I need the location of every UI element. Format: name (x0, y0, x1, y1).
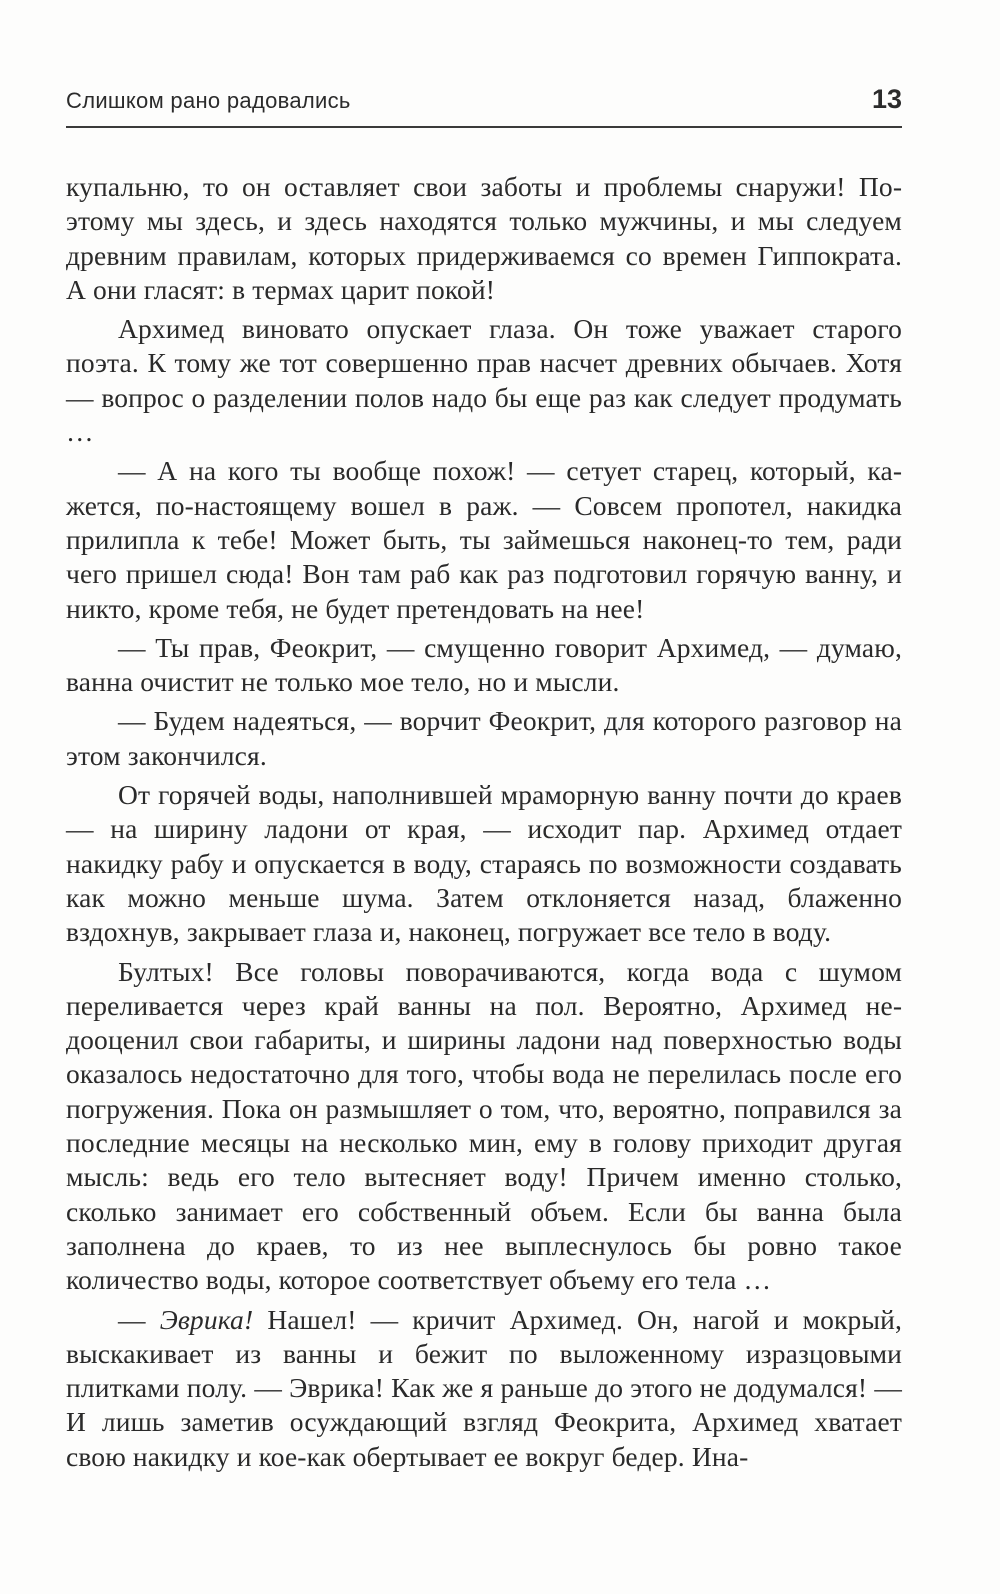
paragraph: Бултых! Все головы поворачиваются, когда вода с шумом переливается через край ванны на пол. Вероятно, Архимед недооценил свои габариты, и ширины ладони над поверхностью воды оказалось недостаточно для того, чтобы вода не перелилась после его погружения. Пока он размышляет о том, что, вероятно, поправился за последние месяцы на несколько мин, ему в голову приходит другая мысль: ведь его тело вытесняет воду! Причем именно столько, сколько занимает его собственный объем. Если бы ванна была заполнена до краев, то из нее выплеснулось бы ровно такое количество воды, которое соответствует объему его тела … (66, 955, 902, 1296)
dialogue-dash: — (118, 1303, 160, 1335)
paragraph: — А на кого ты вообще похож! — сетует старец, который, кажется, по-настоящему вошел в раж. — Совсем пропотел, накидка прилипла к тебе! Может быть, ты займешься наконец-то тем, ради чего пришел сюда! Вон там раб как раз подготовил горячую ванну, и никто, кроме тебя, не будет претендовать на нее! (66, 455, 902, 624)
paragraph (66, 1303, 902, 1474)
paragraph-text: Нашел! — кричит Архимед. Он, нагой и мокрый, выскакивает из ванны и бежит по выложенному изразцовыми плитками полу. — Эврика! Как же я раньше до этого не додумался! — И лишь заметив осуждающий взгляд Феокрита, Архимед хватает свою накидку и кое-как обертывает ее вокруг бедер. Ина- (66, 1303, 902, 1472)
paragraph: От горячей воды, наполнившей мраморную ванну почти до краев — на ширину ладони от края, — исходит пар. Архимед отдает накидку рабу и опускается в воду, стараясь по возможности создавать как можно меньше шума. Затем отклоняется назад, блаженно вздохнув, закрывает глаза и, наконец, погружает все тело в воду. (66, 779, 902, 948)
body-text (66, 170, 902, 1479)
paragraph: купальню, то он оставляет свои заботы и проблемы снаружи! Поэтому мы здесь, и здесь находятся только мужчины, и мы следуем древним правилам, которых придерживаемся со времен Гиппократа. А они гласят: в термах царит покой! (66, 171, 902, 305)
paragraph: — Ты прав, Феокрит, — смущенно говорит Архимед, — думаю, ванна очистит не только мое тело, но и мысли. (66, 631, 902, 698)
running-title: Слишком рано радовались (66, 88, 351, 113)
paragraph: Архимед виновато опускает глаза. Он тоже уважает старого поэта. К тому же тот совершенно прав насчет древних обычаев. Хотя — вопрос о разделении полов надо бы еще раз как следует продумать … (66, 313, 902, 448)
running-header (66, 86, 902, 128)
italic-exclamation: Эврика! (159, 1303, 254, 1335)
paragraph: — Будем надеяться, — ворчит Феокрит, для которого разговор на этом закончился. (66, 705, 902, 771)
page-number: 13 (871, 84, 902, 114)
